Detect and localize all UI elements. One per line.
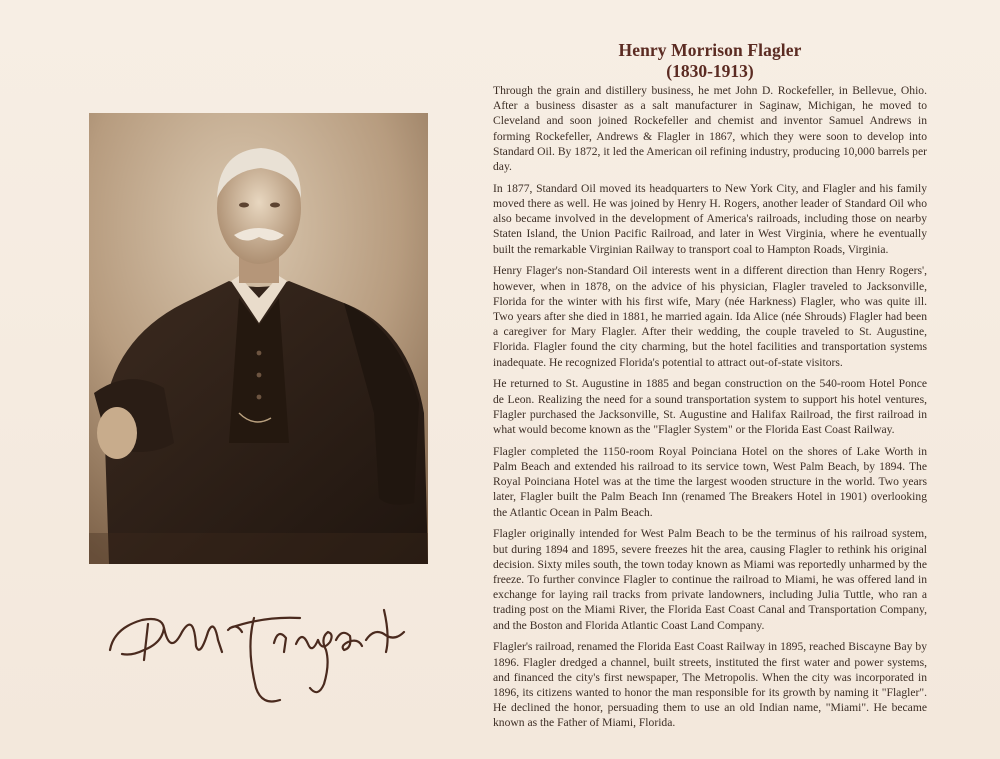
portrait-image — [89, 113, 428, 564]
paragraph: Flagler's railroad, renamed the Florida East Coast Railway in 1895, reached Biscayne Bay by 1896. Flagler dredged a channel, built streets, instituted the first water and power systems, and financed the city's first newspaper, The Metropolis. When the city was incorporated in 1896, its citizens wanted to honor the man responsible for its growth by naming it "Flagler". He declined the honor, persuading them to use an old Indian name, "Miami". He became known as the Father of Miami, Florida. — [493, 640, 927, 730]
paragraph: Flagler originally intended for West Palm Beach to be the terminus of his railroad system, but during 1894 and 1895, severe freezes hit the area, causing Flagler to rethink his original decision. Sixty miles south, the town today known as Miami was reportedly unharmed by the freeze. To further convince Flagler to continue the railroad to Miami, he was offered land in exchange for laying rail tracks from private landowners, including Julia Tuttle, who ran a trading post on the Miami River, the Florida East Coast Canal and Transportation Company, and the Boston and Florida Atlantic Coast Land Company. — [493, 527, 927, 632]
portrait-photo — [89, 113, 428, 564]
signature-image — [104, 588, 424, 718]
page-title: Henry Morrison Flagler — [618, 40, 802, 60]
paragraph: Through the grain and distillery business, he met John D. Rockefeller, in Bellevue, Ohio. After a business disaster as a salt manufacturer in Saginaw, Michigan, he moved to Cleveland and soon joined Rockefeller and chemist and inventor Samuel Andrews in forming Rockefeller, Andrews & Flagler in 1867, which they were soon to develop into Standard Oil. By 1872, it led the American oil refining industry, producing 10,000 barrels per day. — [493, 84, 927, 174]
paragraph: He returned to St. Augustine in 1885 and began construction on the 540-room Hotel Ponce de Leon. Realizing the need for a sound transportation system to support his hotel ventures, Flagler purchased the Jacksonville, St. Augustine and Halifax Railroad, the first railroad in what would become known as the "Flagler System" or the Florida East Coast Railway. — [493, 377, 927, 437]
biography-column — [493, 40, 927, 737]
paragraph: In 1877, Standard Oil moved its headquarters to New York City, and Flagler and his family moved there as well. He was joined by Henry H. Rogers, another leader of Standard Oil who also became involved in the development of America's railroads, including those on nearby Staten Island, the Union Pacific Railroad, and later in West Virginia, where he eventually built the remarkable Virginian Railway to transport coal to Hampton Roads, Virginia. — [493, 181, 927, 256]
paragraph: Flagler completed the 1150-room Royal Poinciana Hotel on the shores of Lake Worth in Palm Beach and extended his railroad to its service town, West Palm Beach, by 1894. The Royal Poinciana Hotel was at the time the largest wooden structure in the world. Two years later, Flagler built the Palm Beach Inn (renamed The Breakers Hotel in 1901) overlooking the Atlantic Ocean in Palm Beach. — [493, 444, 927, 519]
life-dates: (1830-1913) — [666, 61, 754, 81]
signature — [104, 588, 424, 718]
paragraph: Henry Flager's non-Standard Oil interests went in a different direction than Henry Rogers', however, when in 1878, on the advice of his physician, Flagler traveled to Jacksonville, Florida for the winter with his first wife, Mary (née Harkness) Flagler, who was quite ill. Two years after she died in 1881, he married again. Ida Alice (née Shrouds) Flagler had been a caregiver for Mary Flagler. After their wedding, the couple traveled to St. Augustine, Florida. Flagler found the city charming, but the hotel facilities and transportation systems inadequate. He recognized Florida's potential to attract out-of-state visitors. — [493, 264, 927, 369]
